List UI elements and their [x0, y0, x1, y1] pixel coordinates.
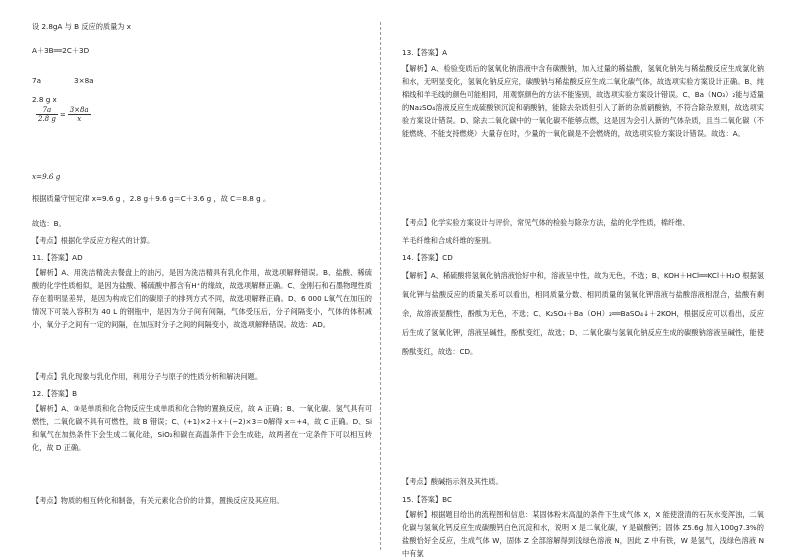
- point-line: 【考点】化学实验方案设计与评价，常见气体的检验与除杂方法，盐的化学性质，棉纤维、: [402, 218, 690, 227]
- point-line: 【考点】物质的相互转化和制备，有关元素化合价的计算，置换反应及其应用。: [32, 496, 284, 505]
- ratio-line-a: 7a: [32, 76, 41, 85]
- analysis-paragraph: 【解析】A、稀硫酸将氢氧化钠溶液恰好中和，溶液呈中性，故为无色，不选；B、KOH＋HCl══KCl＋H₂O 根据氢氧化钾与盐酸反应的质量关系可以看出，相同质量分数、相同质量的氢氧化钾溶液与盐酸溶液相混合，盐酸有剩余，故溶液显酸性，酚酞为无色，不选；C、K₂SO₄＋Ba（OH）₂══BaSO₄↓＋2KOH，根据反应可以看出，反应后生成了氢氧化钾，溶液呈碱性，酚酞变红，故选；D、二氧化碳与氢氧化钠反应生成的碳酸钠溶液呈碱性，能使酚酞变红，故选：CD。: [402, 271, 764, 356]
- equation-line: A＋3B══2C＋3D: [32, 46, 90, 55]
- point-line: 【考点】酸碱指示剂及其性质。: [402, 477, 503, 486]
- mass-line: 2.8 g x: [32, 95, 57, 104]
- fraction-left: $\frac{7a}{2.8 g}$: [38, 106, 56, 123]
- point-line: 【考点】乳化现象与乳化作用，利用分子与原子的性质分析和解决问题。: [32, 372, 263, 381]
- column-divider: [380, 22, 381, 550]
- text-line: 根据质量守恒定律 x=9.6 g ，2.8 g＋9.6 g＝C＋3.6 g ，故 C＝8.8 g 。: [32, 194, 271, 203]
- question-heading: 13.【答案】A: [402, 48, 448, 57]
- analysis-paragraph: 【解析】A、用洗洁精洗去餐盘上的油污，是因为洗洁精具有乳化作用，故选项解释错误。B、盐酸、稀硫酸的化学性质相似，是因为盐酸、稀硫酸中都含有H⁺的缘故，故选项解释正确。C、金刚石和石墨物理性质存在着明显差异，是因为构成它们的碳原子的排列方式不同，故选项解释正确。D、6 000 L氧气在加压的情况下可装入容积为 40 L 的钢瓶中，是因为分子间有间隔，气体受压后，分子间隔变小，气体的体积减小，氧分子之间有一定的间隔，在加压时分子之间的间隔变小，故选项解释错误。故选：AD。: [32, 268, 372, 329]
- point-line-cont: 羊毛纤维和合成纤维的鉴别。: [402, 236, 496, 245]
- question-heading: 12.【答案】B: [32, 389, 78, 398]
- right-column: [402, 0, 764, 560]
- question-heading: 11.【答案】AD: [32, 253, 83, 262]
- fraction-right: $\frac{3\times 8a}{x}$: [69, 106, 89, 123]
- analysis-paragraph: 【解析】A、检验变质后的氢氧化钠溶液中含有碳酸钠，加入过量的稀盐酸，氢氧化钠先与稀盐酸反应生成氯化钠和水，无明显变化，氢氧化钠反应完，碳酸钠与稀盐酸反应生成二氧化碳气体，故选项实验方案设计正确。B、纯棉线和羊毛线的颜色可能相同，用观察颜色的方法不能鉴别，故选项实验方案设计错误。C、Ba（NO₃）₂能与适量的Na₂SO₄溶液反应生成硫酸钡沉淀和硝酸钠，能除去杂质但引入了新的杂质硝酸钠，不符合除杂原则，故选项实验方案设计错误。D、除去二氧化碳中的一氧化碳不能够点燃，这是因为会引入新的气体杂质，且当二氧化碳（不能燃烧、不能支持燃烧）大量存在时，少量的一氧化碳是不会燃烧的，故选项实验方案设计错误。故选：A。: [402, 64, 764, 138]
- answer-line: 故选：B。: [32, 219, 66, 228]
- question-heading: 15.【答案】BC: [402, 495, 453, 504]
- proportion-equation: $\frac{7a}{2.8 g}$ = $\frac{3\times 8a}{x}$: [38, 106, 89, 123]
- point-line: 【考点】根据化学反应方程式的计算。: [32, 236, 155, 245]
- text-line: 设 2.8gA 与 B 反应的质量为 x: [32, 22, 132, 31]
- solution-line: x=9.6 g: [32, 172, 61, 181]
- left-column: [32, 0, 372, 560]
- analysis-paragraph: 【解析】A、③是单质和化合物反应生成单质和化合物的置换反应，故 A 正确；B、一氧化碳、氢气具有可燃性，二氧化碳不具有可燃性，故 B 错误；C、(+1)×2＋x＋(−2)×3＝0解得 x＝+4，故 C 正确。D、Si 和氧气在加热条件下会生成二氧化硅，SiO₂和碳在高温条件下会生成硅，故两者在一定条件下可以相互转化，故 D 正确。: [32, 404, 372, 452]
- question-heading: 14.【答案】CD: [402, 253, 453, 262]
- ratio-line-b: 3×8a: [74, 76, 94, 85]
- analysis-paragraph: 【解析】根据题目给出的流程图和信息：某固体粉末高温的条件下生成气体 X，X 能使澄清的石灰水变浑浊，二氧化碳与氢氧化钙反应生成碳酸钙白色沉淀和水，说明 X 是二氧化碳，Y 是碳酸钙；固体 Z5.6g 加入100g7.3%的盐酸恰好全反应，生成气体 W，固体 Z 全部溶解得到浅绿色溶液 N，因此 Z 中有铁，W 是氢气，浅绿色溶液 N 中有氯: [402, 510, 764, 558]
